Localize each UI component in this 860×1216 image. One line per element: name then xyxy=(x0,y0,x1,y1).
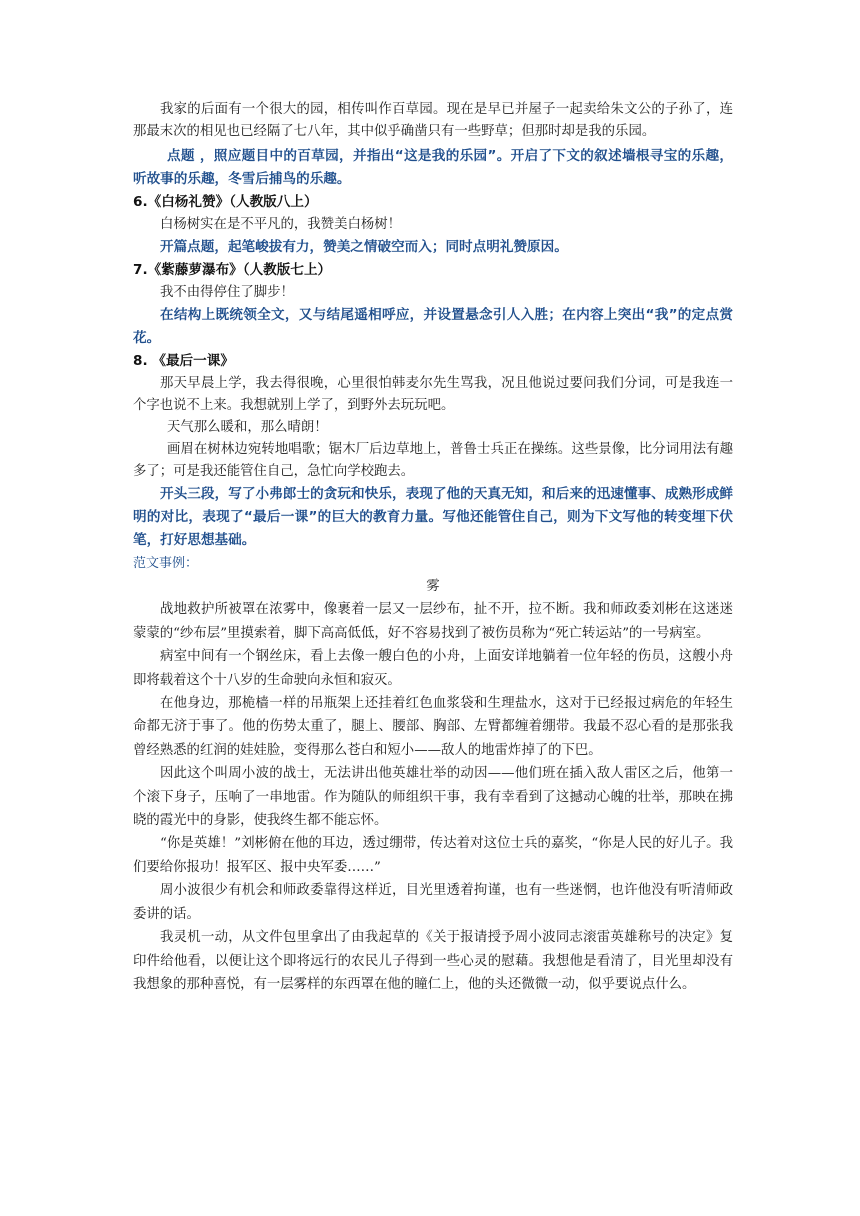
essay-paragraph: 因此这个叫周小波的战士，无法讲出他英雄壮举的动因——他们班在插入敌人雷区之后，他第一个滚下身子，压响了一串地雷。作为随队的师组织干事，我有幸看到了这撼动心魄的壮举，那映在拂晓的霞光中的身影，使我终生都不能忘怀。 xyxy=(133,766,733,829)
analysis-note: 开篇点题，起笔峻拔有力，赞美之情破空而入；同时点明礼赞原因。 xyxy=(160,239,568,255)
analysis-note: 点题 ，照应题目中的百草园，并指出“这是我的乐园”。开启了下文的叙述墙根寻宝的乐趣，听故事的乐趣，冬雪后捕鸟的乐趣。 xyxy=(133,148,733,187)
quote-paragraph: 白杨树实在是不平凡的，我赞美白杨树！ xyxy=(160,217,402,232)
essay-paragraph: 我灵机一动，从文件包里拿出了由我起草的《关于报请授予周小波同志滚雷英雄称号的决定》复印件给他看，以便让这个即将远行的农民儿子得到一些心灵的慰藉。我想他是看清了，目光里却没有我想象的那种喜悦，有一层雾样的东西罩在他的瞳仁上，他的头还微微一动，似乎要说点什么。 xyxy=(133,930,733,992)
document-body xyxy=(133,99,733,996)
quote-paragraph: 那天早晨上学，我去得很晚，心里很怕韩麦尔先生骂我，况且他说过要问我们分词，可是我连一个字也说不上来。我想就别上学了，到野外去玩玩吧。 xyxy=(133,376,733,413)
section-heading: 7.《紫藤萝瀑布》（人教版七上） xyxy=(133,262,332,278)
quote-paragraph: 我不由得停住了脚步！ xyxy=(160,285,294,300)
essay-paragraph: 战地救护所被罩在浓雾中，像裹着一层又一层纱布，扯不开，拉不断。我和师政委刘彬在这迷迷蒙蒙的“纱布层”里摸索着，脚下高高低低，好不容易找到了被伤员称为“死亡转运站”的一号病室。 xyxy=(133,602,733,641)
essay-paragraph: 在他身边，那桅樯一样的吊瓶架上还挂着红色血浆袋和生理盐水，这对于已经报过病危的年轻生命都无济于事了。他的伤势太重了，腿上、腰部、胸部、左臂都缠着绷带。我最不忍心看的是那张我曾经熟悉的红润的娃娃脸，变得那么苍白和短小——敌人的地雷炸掉了的下巴。 xyxy=(133,696,733,758)
example-label: 范文事例： xyxy=(133,556,199,571)
quote-paragraph: 我家的后面有一个很大的园，相传叫作百草园。现在是早已并屋子一起卖给朱文公的子孙了，连那最末次的相见也已经隔了七八年，其中似乎确凿只有一些野草；但那时却是我的乐园。 xyxy=(133,102,733,139)
essay-paragraph: 周小波很少有机会和师政委靠得这样近，目光里透着拘谨，也有一些迷惘，也许他没有听清师政委讲的话。 xyxy=(133,883,733,922)
example-essay xyxy=(133,575,733,996)
quote-paragraph: 画眉在树林边宛转地唱歌；锯木厂后边草地上，普鲁士兵正在操练。这些景像，比分词用法有趣多了；可是我还能管住自己，急忙向学校跑去。 xyxy=(133,442,733,479)
analysis-note: 在结构上既统领全文，又与结尾遥相呼应，并设置悬念引人入胜；在内容上突出“我”的定点赏花。 xyxy=(133,307,733,346)
essay-title: 雾 xyxy=(426,579,440,594)
section-heading: 6.《白杨礼赞》（人教版八上） xyxy=(133,194,318,210)
essay-paragraph: “你是英雄！”刘彬俯在他的耳边，透过绷带，传达着对这位士兵的嘉奖，“你是人民的好儿子。我们要给你报功！报军区、报中央军委……” xyxy=(133,836,733,875)
essay-paragraph: 病室中间有一个钢丝床，看上去像一艘白色的小舟，上面安详地躺着一位年轻的伤员，这艘小舟即将载着这个十八岁的生命驶向永恒和寂灭。 xyxy=(133,649,733,688)
analysis-note: 开头三段，写了小弗郎士的贪玩和快乐，表现了他的天真无知，和后来的迅速懂事、成熟形成鲜明的对比，表现了“最后一课”的巨大的教育力量。写他还能管住自己，则为下文写他的转变埋下伏笔，打好思想基础。 xyxy=(133,486,733,548)
quote-paragraph: 天气那么暖和，那么晴朗！ xyxy=(167,420,328,435)
section-heading: 8. 《最后一课》 xyxy=(133,353,234,369)
